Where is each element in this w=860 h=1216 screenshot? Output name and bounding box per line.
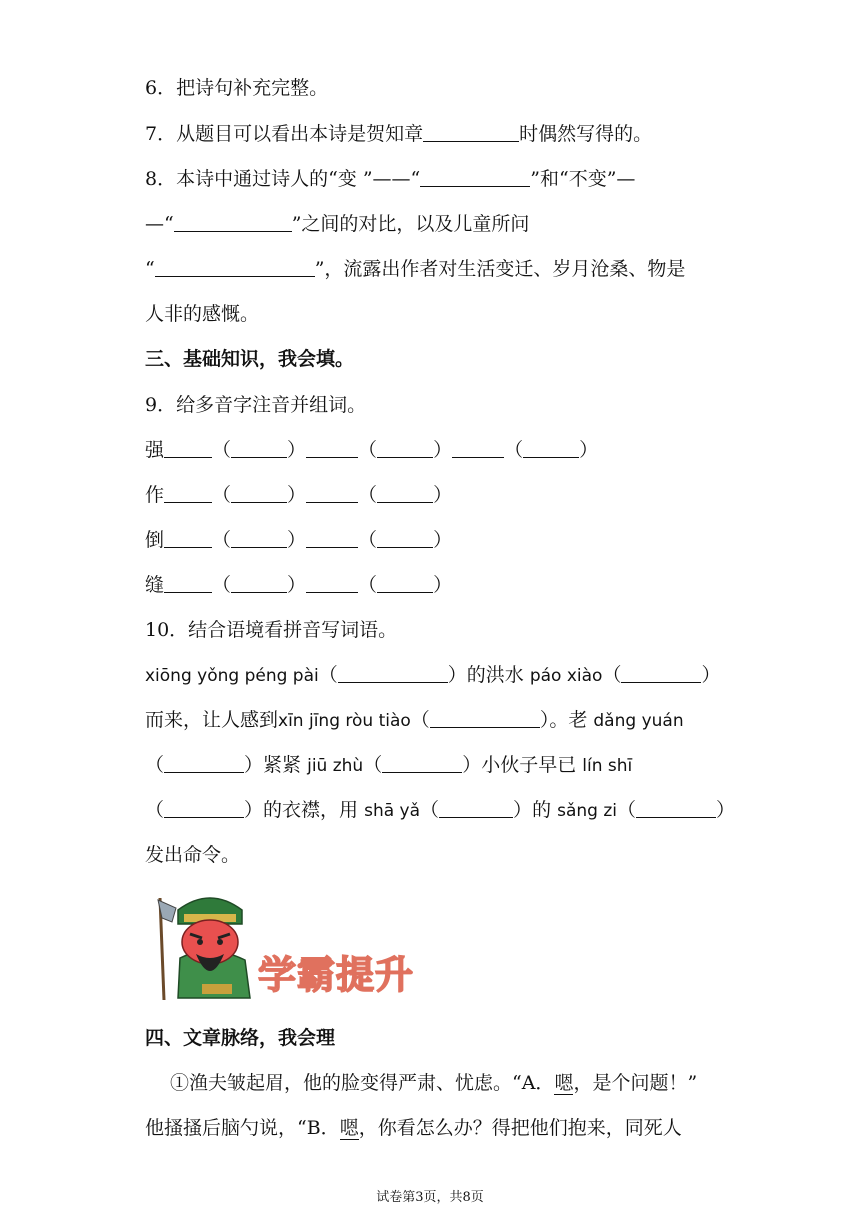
paren: （ <box>410 709 430 731</box>
paren: ） <box>579 439 599 461</box>
pinyin-blank[interactable] <box>306 574 358 593</box>
text: 小伙子早已 <box>481 754 577 776</box>
char: 强 <box>145 439 165 461</box>
paren: ） <box>433 574 453 596</box>
study-banner <box>150 888 450 1008</box>
paren: ） <box>716 799 736 821</box>
question-9: 9．给多音字注音并组词。 <box>145 394 367 416</box>
q10-line3 <box>145 753 632 778</box>
paren: ） <box>513 799 533 821</box>
pinyin-blank[interactable] <box>164 439 212 458</box>
guan-yu-cartoon-icon <box>150 888 450 1008</box>
word-blank[interactable] <box>231 574 287 593</box>
paren: ） <box>287 574 307 596</box>
paren: （ <box>358 484 378 506</box>
pinyin-blank[interactable] <box>306 529 358 548</box>
word-blank[interactable] <box>621 664 701 683</box>
pinyin: sǎng zi <box>557 801 618 821</box>
question-8-line1 <box>145 167 635 191</box>
word-blank[interactable] <box>231 484 287 503</box>
q7-text-pre: 7．从题目可以看出本诗是贺知章 <box>145 123 424 145</box>
word-blank[interactable] <box>382 754 462 773</box>
question-8-line2 <box>145 212 529 236</box>
paren: ） <box>701 664 721 686</box>
paren: ） <box>244 754 264 776</box>
word-blank[interactable] <box>636 799 716 818</box>
question-6: 6．把诗句补充完整。 <box>145 77 329 99</box>
text: 紧紧 <box>263 754 302 776</box>
q8-text: 8．本诗中通过诗人的“变 ”——“ <box>145 168 421 190</box>
text: 。老 <box>549 709 588 731</box>
q8-text: —“ <box>145 213 174 235</box>
q8-text: “ <box>145 258 155 280</box>
pinyin-blank[interactable] <box>306 439 358 458</box>
paren: ） <box>287 484 307 506</box>
word-blank[interactable] <box>377 529 433 548</box>
answer-blank[interactable] <box>174 213 292 232</box>
pinyin-blank[interactable] <box>164 574 212 593</box>
underlined-word: 嗯 <box>339 1117 359 1139</box>
word-blank[interactable] <box>338 664 448 683</box>
section-3-heading: 三、基础知识，我会填。 <box>145 348 355 370</box>
pinyin-blank[interactable] <box>164 484 212 503</box>
passage-line1 <box>170 1071 697 1095</box>
text: 的衣襟，用 <box>263 799 359 821</box>
word-blank[interactable] <box>164 799 244 818</box>
paren: （ <box>420 799 440 821</box>
text: ①渔夫皱起眉，他的脸变得严肃、忧虑。“A． <box>170 1072 555 1094</box>
answer-blank[interactable] <box>423 123 519 142</box>
section-4-heading: 四、文章脉络，我会理 <box>145 1027 336 1049</box>
pinyin-blank[interactable] <box>164 529 212 548</box>
q10-line2 <box>145 708 684 733</box>
paren: （ <box>363 754 383 776</box>
passage-line2 <box>145 1116 682 1140</box>
word-blank[interactable] <box>377 574 433 593</box>
pinyin: jiū zhù <box>307 756 364 776</box>
question-8-line4: 人非的感慨。 <box>145 303 260 325</box>
paren: （ <box>212 529 232 551</box>
answer-blank[interactable] <box>420 168 530 187</box>
char-row-feng <box>145 573 452 597</box>
paren: ） <box>433 529 453 551</box>
answer-blank[interactable] <box>155 258 315 277</box>
q10-line1 <box>145 663 721 688</box>
q7-text-post: 时偶然写得的。 <box>519 123 653 145</box>
paren: ） <box>433 439 453 461</box>
q8-text: ”和“不变”— <box>530 168 636 190</box>
word-blank[interactable] <box>231 439 287 458</box>
paren: ） <box>462 754 482 776</box>
char: 缝 <box>145 574 165 596</box>
paren: ） <box>287 529 307 551</box>
char-row-zuo <box>145 483 452 507</box>
paren: ） <box>447 664 467 686</box>
pinyin: lín shī <box>582 756 633 776</box>
text: 而来，让人感到 <box>145 709 279 731</box>
word-blank[interactable] <box>377 484 433 503</box>
paren: （ <box>212 574 232 596</box>
pinyin: xīn jīng ròu tiào <box>278 711 411 731</box>
text: 的 <box>532 799 552 821</box>
word-blank[interactable] <box>439 799 513 818</box>
text: 他搔搔后脑勺说，“B． <box>145 1117 340 1139</box>
paren: ） <box>287 439 307 461</box>
paren: （ <box>145 754 165 776</box>
banner-text: 学霸提升 <box>258 953 415 997</box>
char: 倒 <box>145 529 165 551</box>
page-footer: 试卷第3页，共8页 <box>376 1190 484 1205</box>
paren: （ <box>358 529 378 551</box>
paren: （ <box>504 439 524 461</box>
pinyin: shā yǎ <box>364 801 421 821</box>
paren: （ <box>145 799 165 821</box>
word-blank[interactable] <box>430 709 540 728</box>
char-row-qiang <box>145 438 598 462</box>
char: 作 <box>145 484 165 506</box>
char-row-dao <box>145 528 452 552</box>
paren: （ <box>318 664 338 686</box>
word-blank[interactable] <box>377 439 433 458</box>
paren: （ <box>602 664 622 686</box>
question-7 <box>145 122 652 146</box>
paren: （ <box>358 574 378 596</box>
pinyin: xiōng yǒng péng pài <box>145 666 319 686</box>
pinyin-blank[interactable] <box>452 439 504 458</box>
word-blank[interactable] <box>523 439 579 458</box>
paren: ） <box>433 484 453 506</box>
pinyin: dǎng yuán <box>593 711 684 731</box>
question-10: 10．结合语境看拼音写词语。 <box>145 619 398 641</box>
text: ，你看怎么办？得把他们抱来，同死人 <box>358 1117 682 1139</box>
paren: ） <box>539 709 550 731</box>
pinyin: páo xiào <box>529 666 603 686</box>
text: ，是个问题！” <box>573 1072 698 1094</box>
word-blank[interactable] <box>164 754 244 773</box>
pinyin-blank[interactable] <box>306 484 358 503</box>
question-8-line3 <box>145 257 685 281</box>
q8-text: ”，流露出作者对生活变迁、岁月沧桑、物是 <box>314 258 686 280</box>
paren: （ <box>212 439 232 461</box>
paren: ） <box>244 799 264 821</box>
q8-text: ”之间的对比，以及儿童所问 <box>291 213 530 235</box>
q10-line4 <box>145 798 735 823</box>
q10-line5: 发出命令。 <box>145 844 241 866</box>
word-blank[interactable] <box>231 529 287 548</box>
underlined-word: 嗯 <box>554 1072 574 1094</box>
text: 的洪水 <box>466 664 524 686</box>
paren: （ <box>617 799 637 821</box>
paren: （ <box>358 439 378 461</box>
paren: （ <box>212 484 232 506</box>
